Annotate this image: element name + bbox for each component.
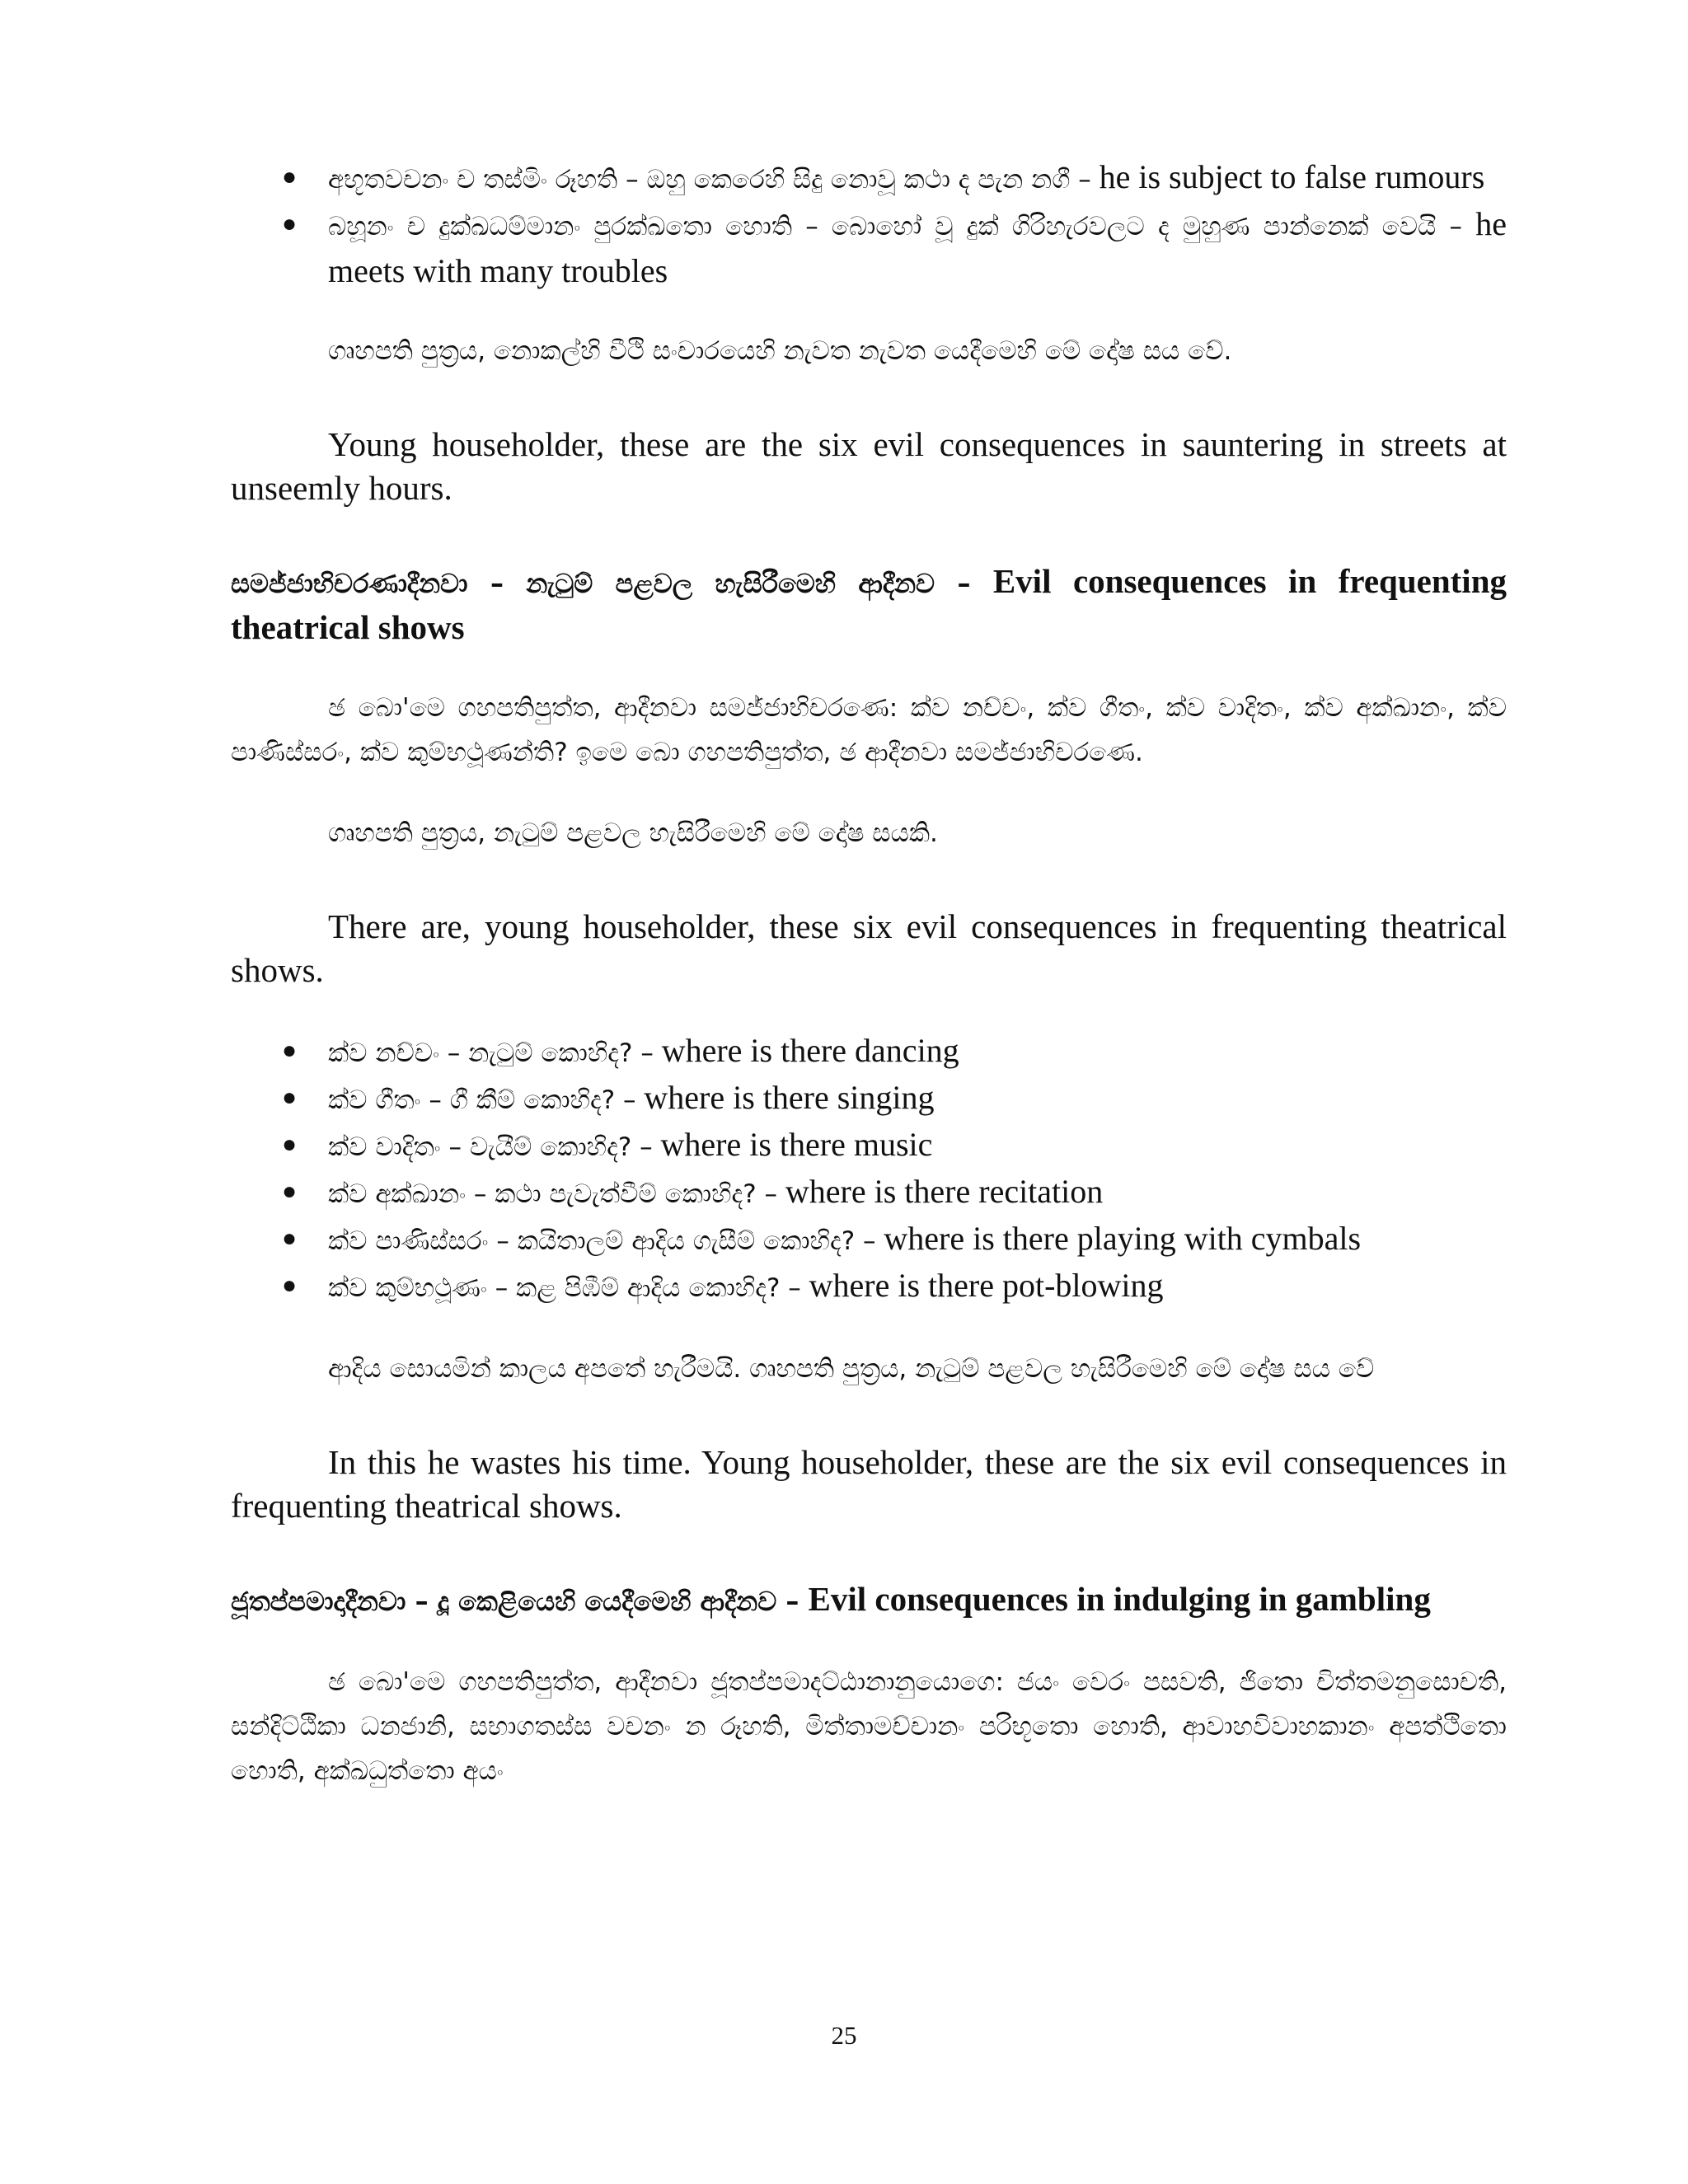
sinhala-text: බහූනං ච දුක්ඛධම්මානං පුරක්ඛතො හොති – බොහෝ වූ දුක් ගිරිහැරවලට ද මුහුණ පාන්නෙක් වෙයි –	[328, 212, 1476, 241]
english-text: where is there pot-blowing	[809, 1267, 1164, 1304]
list-item	[231, 1076, 1507, 1122]
bullet-icon: ●	[282, 1178, 298, 1205]
heading-sinhala: ජූතප්පමාදාදීනවා – දූ කෙළියෙහි යෙදීමෙහි ආදීනව –	[231, 1586, 809, 1617]
english-paragraph: In this he wastes his time. Young householder, these are the six evil consequences in frequenting theatrical shows.	[231, 1443, 1507, 1525]
bullet-icon: ●	[282, 1131, 298, 1158]
intro-bullet-list	[231, 155, 1507, 293]
bullet-icon: ●	[282, 1225, 298, 1252]
list-item	[231, 1122, 1507, 1169]
english-text: where is there playing with cymbals	[884, 1220, 1362, 1257]
shows-bullet-list	[231, 1029, 1507, 1310]
english-text: where is there music	[660, 1126, 933, 1163]
heading-english: Evil consequences in indulging in gambling	[808, 1580, 1431, 1618]
page-number: 25	[831, 2021, 857, 2050]
english-text: where is there recitation	[785, 1173, 1104, 1210]
page-content	[231, 155, 1507, 1793]
english-text: he meets with many troubles	[328, 205, 1507, 289]
sinhala-text: අභූතවචනං ච තස්මිං රූහති – ඔහු කෙරෙහි සිදු නොවූ කථා ද පැන නගී –	[328, 165, 1100, 194]
section-heading-theatrical-shows	[231, 560, 1507, 649]
sinhala-paragraph: ගෘහපති පුත්‍රය, නැටුම් පළවල හැසිරීමෙහි මේ දෝෂ සයකි.	[328, 818, 938, 848]
sinhala-paragraph: ආදිය සොයමින් කාලය අපතේ හැරීමයි. ගෘහපති පුත්‍රය, නැටුම් පළවල හැසිරීමෙහි මේ දෝෂ සය වේ	[328, 1354, 1375, 1384]
english-text: where is there dancing	[661, 1032, 959, 1069]
list-item	[231, 1263, 1507, 1310]
sinhala-text: ක්ව පාණිස්සරං – කයිතාලම් ආදිය ගැසීම් කොහිද? –	[328, 1226, 884, 1256]
sinhala-text: ක්ව වාදිතං – වැයීම් කොහිද? –	[328, 1132, 661, 1162]
english-text: where is there singing	[644, 1079, 935, 1116]
list-item	[231, 1169, 1507, 1216]
pali-paragraph: ඡ බො'මෙ ගහපතිපුත්ත, ආදීනවා ජූතප්පමාදට්ඨානානුයොගෙ: ජයං වෙරං පසවති, ජිතො චිත්තමනුසොචති, සන්දිට්ඨිකා ධනජානි, සභාගතස්ස වචනං න රූහති, මිත්තාමච්චානං පරිභූතො හොති, ආවාහවිවාහකානං අපත්ථිතො හොති, අක්ඛධුත්තො අයං	[231, 1667, 1507, 1786]
sinhala-text: ක්ව ගීතං – ගී කීම් කොහිද? –	[328, 1085, 645, 1115]
bullet-icon: ●	[282, 1084, 298, 1111]
list-item	[231, 155, 1507, 202]
english-paragraph: Young householder, these are the six evil consequences in sauntering in streets at unseemly hours.	[231, 425, 1507, 507]
sinhala-paragraph: ගෘහපති පුත්‍රය, නොකල්හි වීථි සංචාරයෙහි නැවත නැවත යෙදීමෙහි මේ දෝෂ සය වේ.	[328, 336, 1232, 366]
bullet-icon: ●	[282, 1037, 298, 1064]
bullet-icon: ●	[282, 1272, 298, 1299]
list-item	[231, 1216, 1507, 1263]
sinhala-text: ක්ව කුම්භථූණං – කළ පිඹීම් ආදිය කොහිද? –	[328, 1273, 809, 1303]
bullet-icon: ●	[282, 163, 298, 190]
heading-english: Evil consequences in frequenting theatrical shows	[231, 562, 1507, 646]
bullet-icon: ●	[282, 210, 298, 237]
heading-sinhala: සමජ්ජාභිචරණාදීනවා – නැටුම් පළවල හැසිරීමෙහි ආදීනව –	[231, 568, 993, 599]
list-item	[231, 202, 1507, 293]
english-paragraph: There are, young householder, these six evil consequences in frequenting theatrical shows.	[231, 907, 1507, 989]
pali-paragraph: ඡ බො'මෙ ගහපතිපුත්ත, ආදීනවා සමජ්ජාභිචරණෙ: ක්ව නච්චං, ක්ව ගීතං, ක්ව වාදිතං, ක්ව අක්ඛානං, ක්ව පාණිස්සරං, ක්ව කුම්භථූණන්ති? ඉමෙ බො ගහපතිපුත්ත, ඡ ආදීනවා සමජ්ජාභිචරණෙ.	[231, 693, 1507, 767]
sinhala-text: ක්ව නච්චං – නැටුම් කොහිද? –	[328, 1038, 662, 1068]
sinhala-text: ක්ව අක්ඛානං – කථා පැවැත්වීම් කොහිද? –	[328, 1179, 785, 1209]
list-item	[231, 1029, 1507, 1076]
section-heading-gambling	[231, 1577, 1507, 1624]
english-text: he is subject to false rumours	[1099, 158, 1485, 195]
